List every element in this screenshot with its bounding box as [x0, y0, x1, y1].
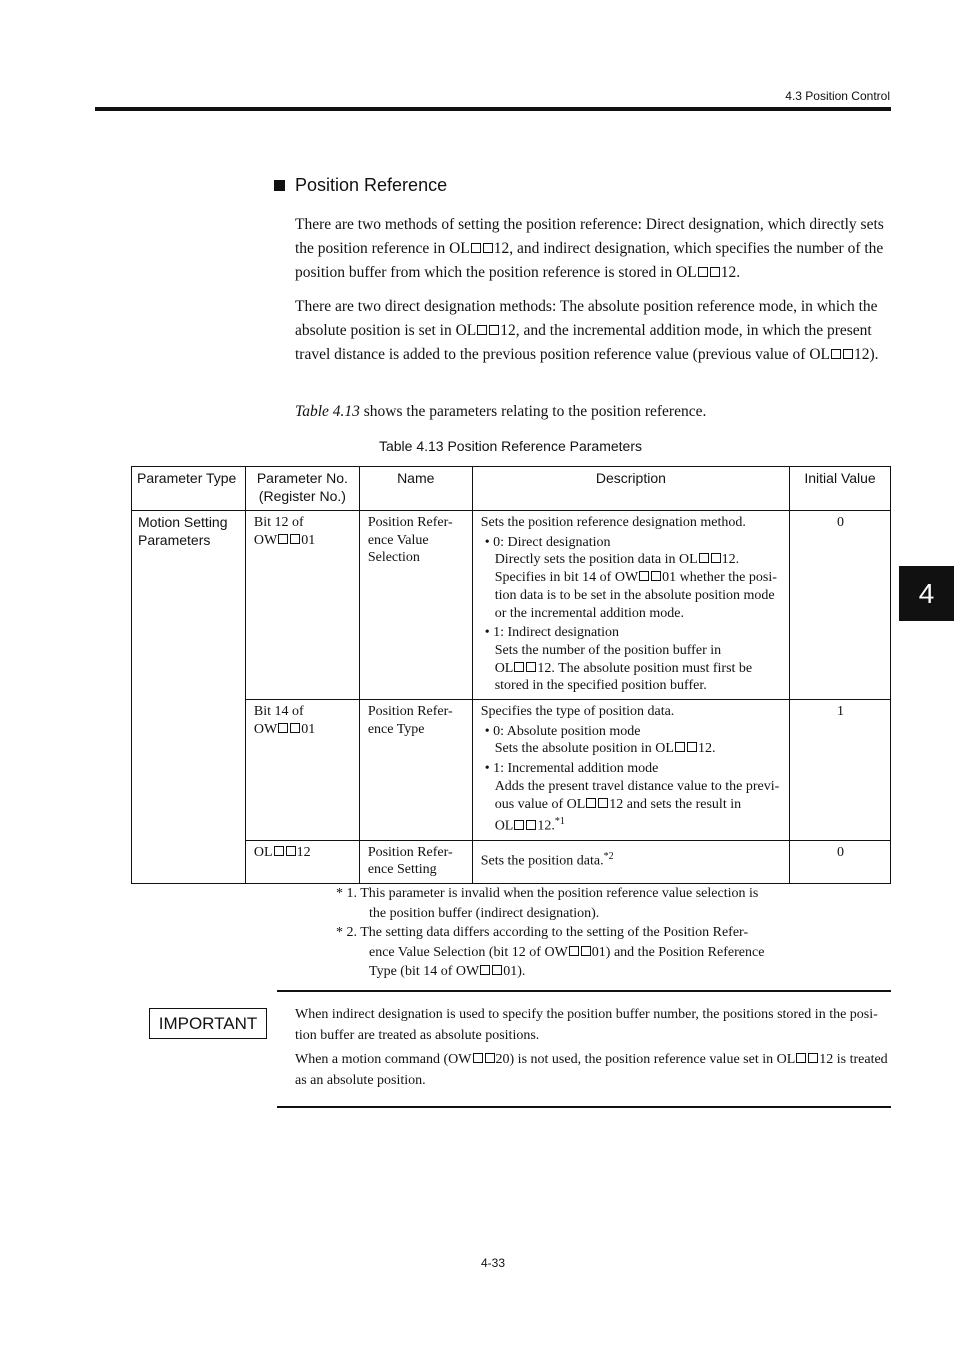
parameter-no-cell: OL 12 — [245, 840, 359, 883]
placeholder-box-icon — [699, 553, 709, 563]
table-header-row — [132, 467, 891, 511]
table-caption: Table 4.13 Position Reference Parameters — [378, 438, 643, 454]
paragraph-methods: There are two methods of setting the position reference: Direct designation, which directly sets the position reference in OL 12, and indirect designation, which specifies the number of the position buffer from which the position reference is stored in OL 12. — [295, 216, 884, 281]
description-cell: Sets the position data.$^{*2}$ — [472, 840, 789, 883]
header-initial-value: Initial Value — [790, 467, 891, 511]
placeholder-box-icon — [483, 243, 493, 253]
running-header: 4.3 Position Control — [785, 89, 890, 103]
placeholder-box-icon — [274, 846, 284, 856]
important-rule-bottom — [277, 1106, 891, 1108]
bullet-item: • 0: Direct designation Directly sets the position data in OL 12. Specifies in bit 14 of OW 01 whether the posi- tion data is to be set in the absolute position mode or the incremental addition mode. — [484, 534, 777, 621]
description-cell: Specifies the type of position data. • 0: Absolute position mode Sets the absolute position in OL 12. • 1: Incremental addition mode Adds the present travel distance value to the previ- ous value of OL 12 and sets the result in OL 12.$^{*1}$ — [472, 700, 789, 841]
placeholder-box-icon — [710, 267, 720, 277]
placeholder-box-icon — [477, 325, 487, 335]
placeholder-box-icon — [843, 349, 853, 359]
parameters-table — [131, 466, 891, 884]
initial-value-cell: 0 — [790, 511, 891, 700]
placeholder-box-icon — [569, 946, 579, 956]
parameter-no-cell: Bit 14 of OW 01 — [245, 700, 359, 841]
placeholder-box-icon — [480, 965, 490, 975]
placeholder-box-icon — [581, 946, 591, 956]
parameter-type-cell: Motion Setting Parameters — [132, 511, 246, 884]
footnote-2: * 2. The setting data differs according to the setting of the Position Refer- ence Value Selection (bit 12 of OW 01) and the Position Reference Type (bit 14 of OW 01). — [336, 925, 765, 979]
table-row — [132, 511, 891, 700]
header-parameter-no: Parameter No. (Register No.) — [245, 467, 359, 511]
placeholder-box-icon — [796, 1053, 806, 1063]
important-label: IMPORTANT — [149, 1008, 267, 1039]
placeholder-box-icon — [489, 325, 499, 335]
important-paragraph-2: When a motion command (OW 20) is not used, the position reference value set in OL 12 is treated as an absolute position. — [295, 1052, 888, 1088]
header-description: Description — [472, 467, 789, 511]
parameter-no-cell: Bit 12 of OW 01 — [245, 511, 359, 700]
placeholder-box-icon — [485, 1053, 495, 1063]
footnote-ref: *1 — [554, 816, 565, 828]
placeholder-box-icon — [651, 571, 661, 581]
footnote-1: * 1. This parameter is invalid when the position reference value selection is the position buffer (indirect designation). — [336, 886, 759, 921]
placeholder-box-icon — [514, 662, 524, 672]
initial-value-cell: 0 — [790, 840, 891, 883]
placeholder-box-icon — [286, 846, 296, 856]
placeholder-box-icon — [639, 571, 649, 581]
placeholder-box-icon — [831, 349, 841, 359]
placeholder-box-icon — [514, 820, 524, 830]
paragraph-direct-methods: There are two direct designation methods: The absolute position reference mode, in which the absolute position is set in OL 12, and the incremental addition mode, in which the present travel distance is added to the previous position reference value (previous value of OL 12). — [295, 298, 879, 363]
placeholder-box-icon — [675, 742, 685, 752]
table-row — [132, 840, 891, 883]
placeholder-box-icon — [526, 820, 536, 830]
placeholder-box-icon — [687, 742, 697, 752]
bullet-item: • 1: Incremental addition mode Adds the present travel distance value to the previ- ous value of OL 12 and sets the result in OL 12.$^{*1}$ — [484, 761, 780, 834]
initial-value-cell: 1 — [790, 700, 891, 841]
square-bullet-icon — [274, 180, 285, 191]
placeholder-box-icon — [290, 723, 300, 733]
placeholder-box-icon — [526, 662, 536, 672]
table-footnotes — [336, 884, 786, 982]
name-cell: Position Refer- ence Value Selection — [359, 511, 472, 700]
placeholder-box-icon — [290, 534, 300, 544]
header-parameter-type: Parameter Type — [132, 467, 246, 511]
placeholder-box-icon — [586, 798, 596, 808]
placeholder-box-icon — [278, 723, 288, 733]
page-number: 4-33 — [480, 1256, 506, 1270]
placeholder-box-icon — [598, 798, 608, 808]
bullet-item: • 1: Indirect designation Sets the number of the position buffer in OL 12. The absolute position must first be stored in the specified position buffer. — [484, 625, 753, 694]
placeholder-box-icon — [711, 553, 721, 563]
important-note — [295, 1004, 893, 1091]
paragraph-table-ref: Table 4.13 shows the parameters relating to the position reference. — [295, 403, 707, 420]
placeholder-box-icon — [492, 965, 502, 975]
header-rule — [95, 107, 891, 111]
chapter-tab: 4 — [899, 566, 954, 621]
table-reference: Table 4.13 — [295, 403, 360, 420]
placeholder-box-icon — [278, 534, 288, 544]
placeholder-box-icon — [471, 243, 481, 253]
important-rule-top — [277, 990, 891, 992]
table-row — [132, 700, 891, 841]
footnote-ref: *2 — [603, 850, 614, 862]
placeholder-box-icon — [808, 1053, 818, 1063]
important-paragraph-1: When indirect designation is used to specify the position buffer number, the positions stored in the posi-tion buffer are treated as absolute positions. — [295, 1007, 878, 1043]
placeholder-box-icon — [698, 267, 708, 277]
section-title-text: Position Reference — [295, 175, 448, 195]
placeholder-box-icon — [473, 1053, 483, 1063]
description-cell: Sets the position reference designation method. • 0: Direct designation Directly sets the position data in OL 12. Specifies in bit 14 of OW 01 whether the posi- tion data is to be set in the absolute position mode or the incremental addition mode. • 1: Indirect designation Sets the number of the position buffer in OL 12. The absolute position must first be stored in the specified position buffer. — [472, 511, 789, 700]
name-cell: Position Refer- ence Setting — [359, 840, 472, 883]
bullet-item: • 0: Absolute position mode Sets the absolute position in OL 12. — [484, 723, 716, 757]
section-title — [274, 175, 447, 196]
header-name: Name — [359, 467, 472, 511]
name-cell: Position Refer- ence Type — [359, 700, 472, 841]
